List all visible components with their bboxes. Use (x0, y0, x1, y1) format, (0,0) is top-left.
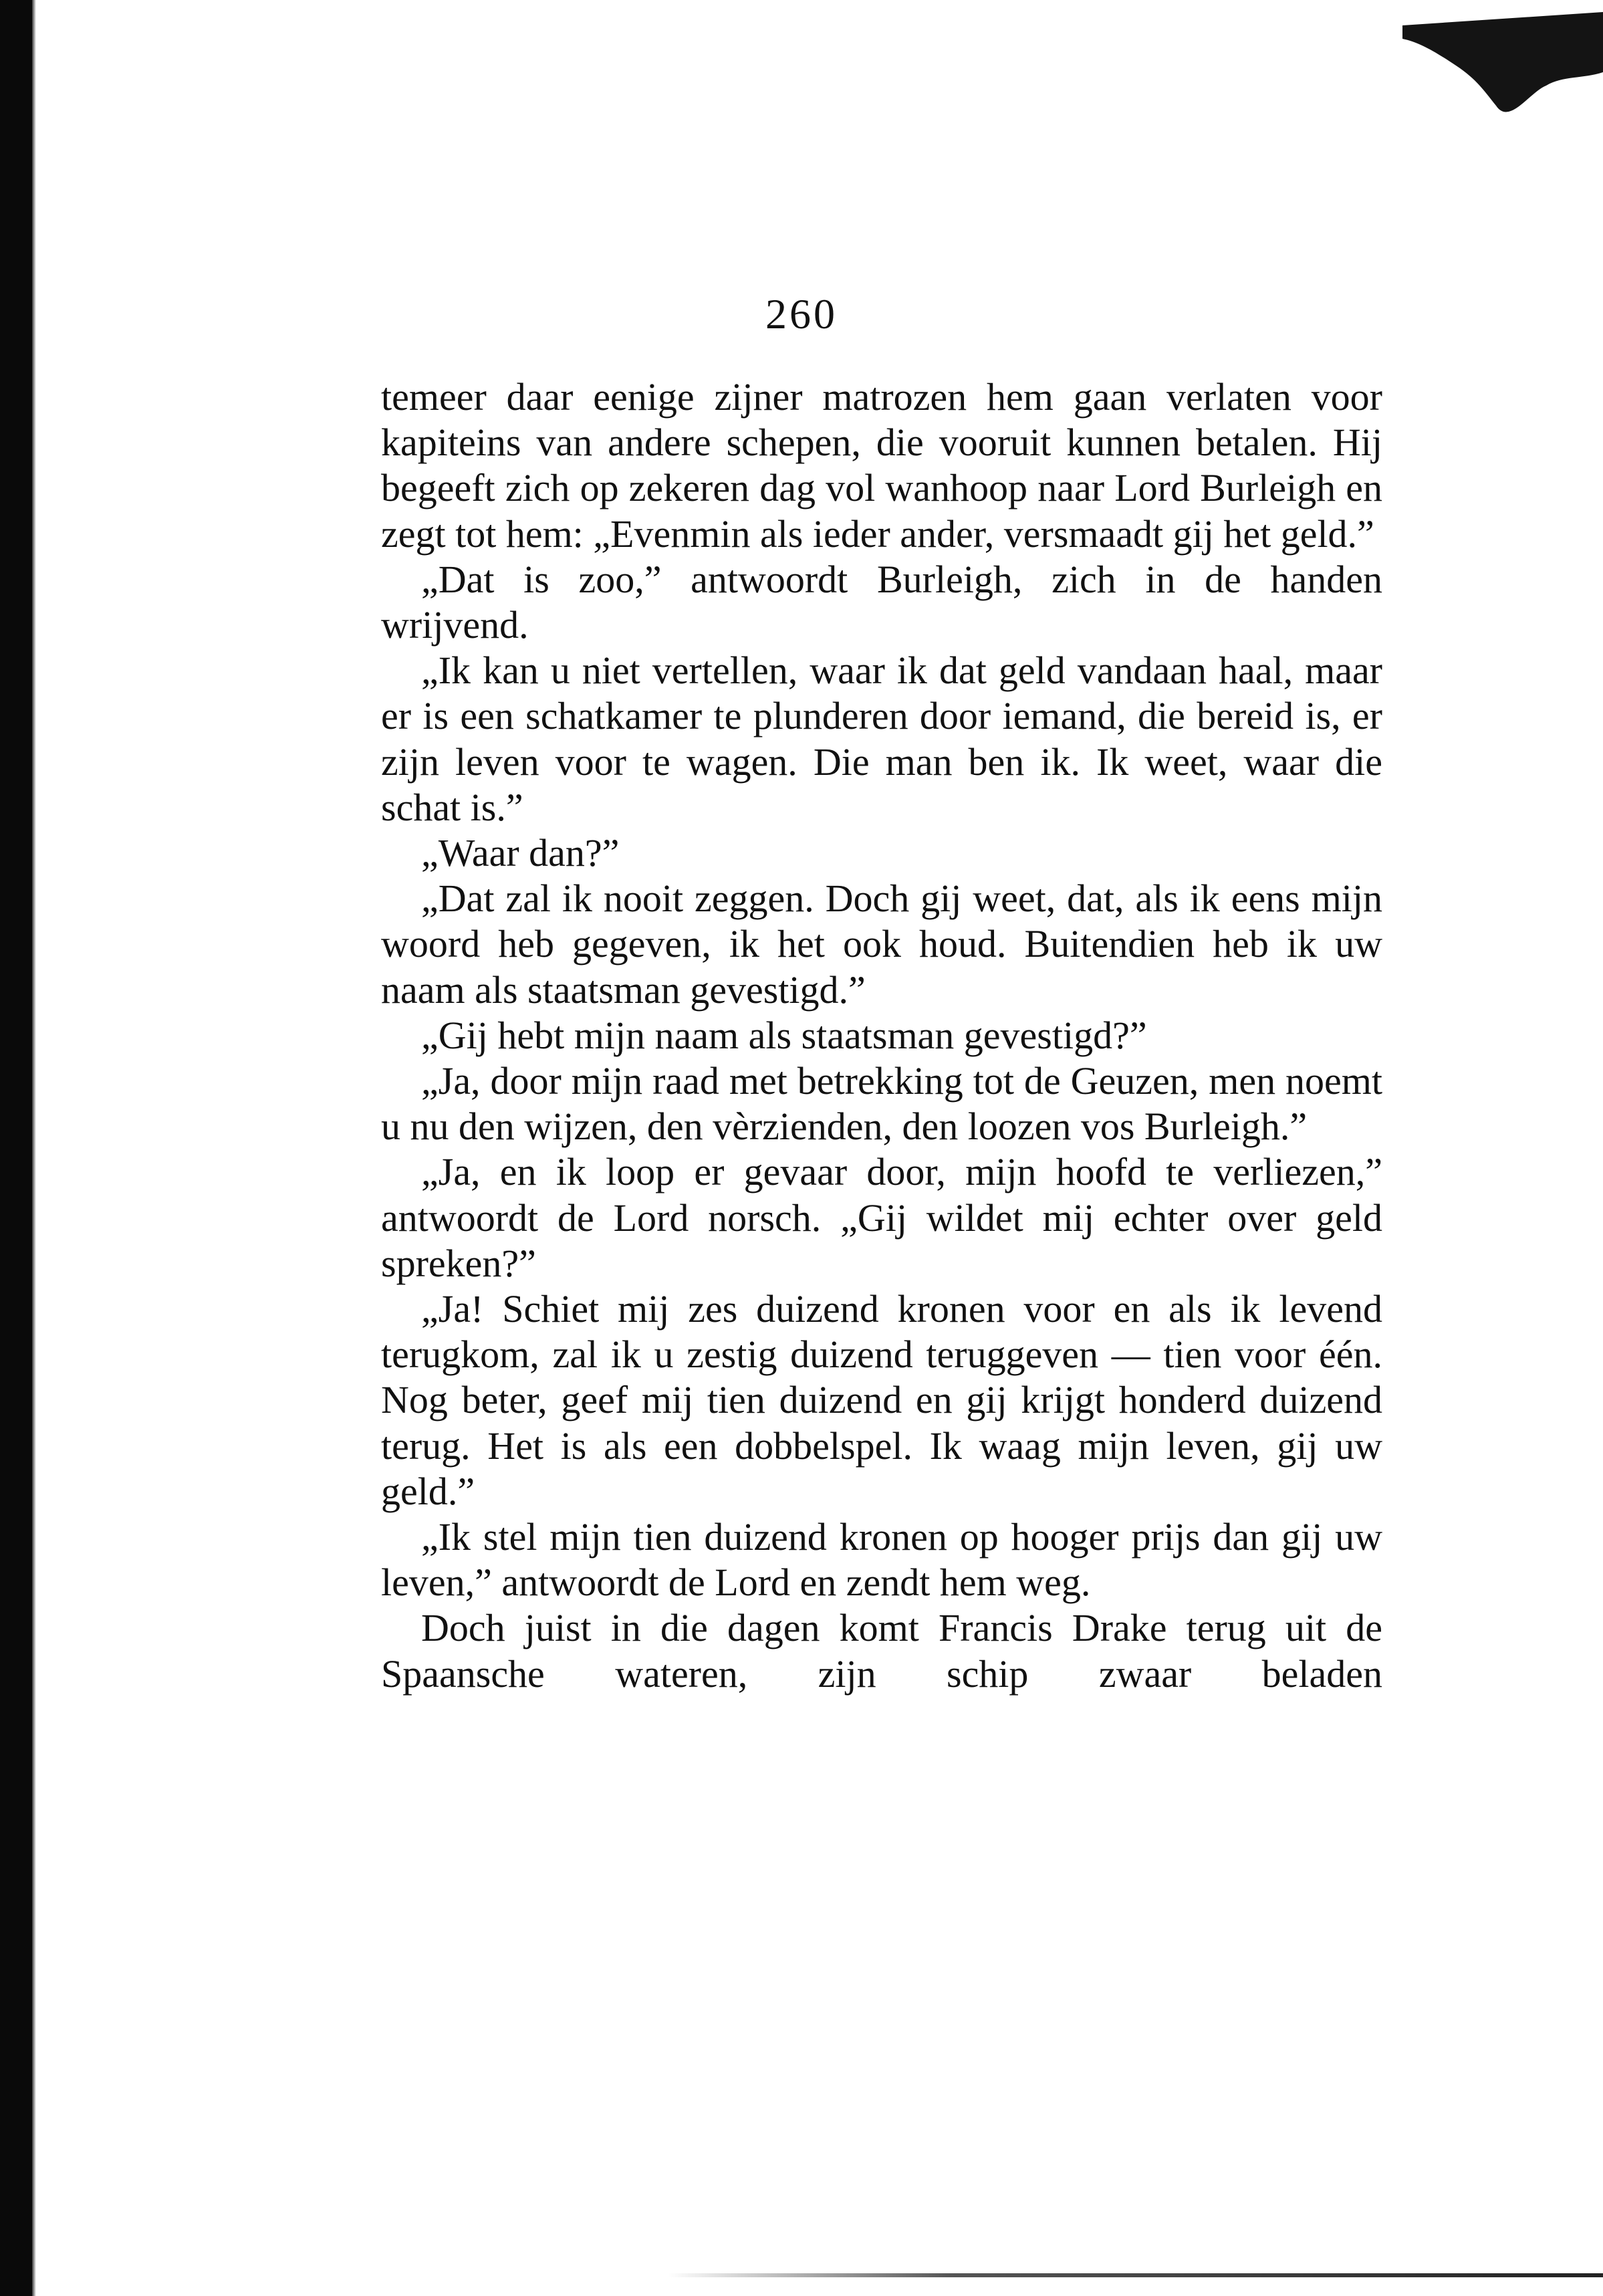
paragraph: „Ja, en ik loop er gevaar door, mijn hoofd te verliezen,” antwoordt de Lord norsch. „Gij wildet mij echter over geld spreken?” (381, 1150, 1382, 1285)
scan-bottom-edge (668, 2273, 1603, 2277)
paragraph: „Gij hebt mijn naam als staatsman gevestigd?” (421, 1013, 1147, 1057)
paragraph: „Ik kan u niet vertellen, waar ik dat geld vandaan haal, maar er is een schatkamer te plunderen door iemand, die bereid is, er zijn leven voor te wagen. Die man ben ik. Ik weet, waar die schat is.” (381, 649, 1382, 829)
paragraph: Doch juist in die dagen komt Francis Drake terug uit de Spaansche wateren, zijn schip zwaar beladen (381, 1606, 1382, 1696)
paragraph: temeer daar eenige zijner matrozen hem gaan verlaten voor kapiteins van andere schepen, die vooruit kunnen betalen. Hij begeeft zich op zekeren dag vol wanhoop naar Lord Burleigh en zegt tot hem: „Evenmin als ieder ander, versmaadt gij het geld.” (381, 375, 1382, 556)
paragraph: „Ja! Schiet mij zes duizend kronen voor en als ik levend terugkom, zal ik u zestig duizend teruggeven — tien voor één. Nog beter, geef mij tien duizend en gij krijgt honderd duizend terug. Het is als een dobbelspel. Ik waag mijn leven, gij uw geld.” (381, 1287, 1382, 1513)
scan-binding-shadow (32, 0, 36, 2296)
paragraph: „Ja, door mijn raad met betrekking tot de Geuzen, men noemt u nu den wijzen, den vèrzienden, den loozen vos Burleigh.” (381, 1059, 1382, 1149)
paragraph: „Dat zal ik nooit zeggen. Doch gij weet, dat, als ik eens mijn woord heb gegeven, ik het ook houd. Buitendien heb ik uw naam als staatsman gevestigd.” (381, 877, 1382, 1012)
body-text (381, 374, 1382, 1697)
scan-binding-edge (0, 0, 32, 2296)
paragraph: „Waar dan?” (421, 831, 620, 875)
page-number: 260 (765, 290, 838, 338)
page-corner-mark (1402, 12, 1603, 119)
paragraph: „Ik stel mijn tien duizend kronen op hooger prijs dan gij uw leven,” antwoordt de Lord en zendt hem weg. (381, 1515, 1382, 1605)
paragraph: „Dat is zoo,” antwoordt Burleigh, zich in de handen wrijvend. (381, 557, 1382, 647)
